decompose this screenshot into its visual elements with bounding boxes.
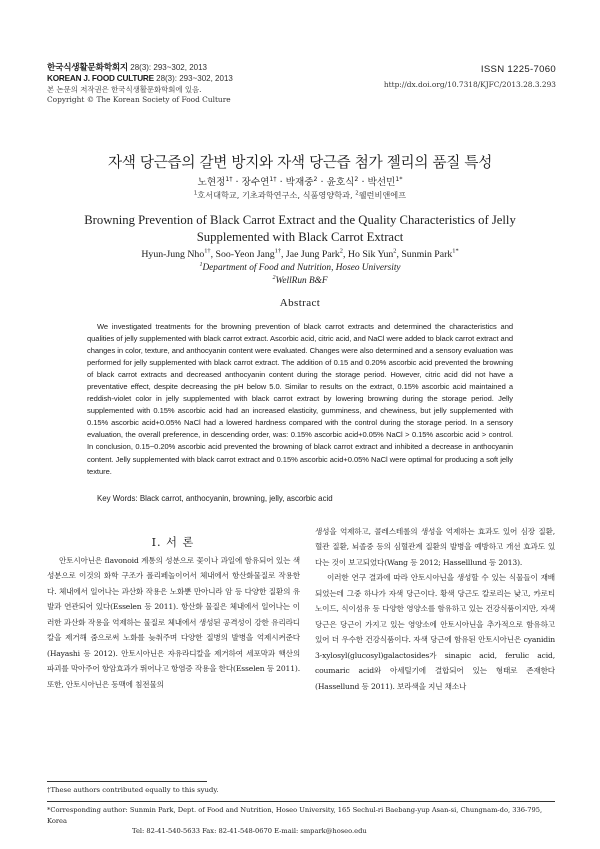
author-sep: · (276, 177, 286, 188)
intro-right-paragraph-2: 이러한 연구 결과에 따라 안토시아닌을 생성할 수 있는 식물들이 재배되었는데 그중 하나가 자색 당근이다. 황색 당근도 칼로리는 낮고, 카로티노이드, 식이섬유 등 다양한 영양소를 함유하고 있는 건강식품이지만, 자색 당근은 당근이 가지고 있는 영양소에 안토시아닌을 추가적으로 함유하고 있어 더 우수한 건강식품이다. 자색 당근에 함유된 안토시아닌은 cyanidin 3-xylosyl(glucosyl)galactosides가 sinapic acid, ferulic acid, coumaric acid와 아세틸기에 결합되어 있는 형태로 존재한다(Hassellund 등 2011). 보라색을 지닌 채소나 (315, 573, 555, 691)
author-sep: , (342, 249, 348, 260)
section-heading-introduction: I. 서 론 (151, 536, 195, 549)
journal-volume-en: 28(3): 293~302, 2013 (153, 73, 233, 83)
author-en-sup: 2 (393, 247, 397, 255)
author-en-sup: 1† (204, 247, 211, 255)
affil-en-sup: 2 (272, 274, 276, 281)
author-en: Sunmin Park (401, 249, 453, 260)
affiliation-en-1 (0, 263, 600, 273)
affil-kr-sup: 1 (193, 190, 198, 197)
affil-en-sup: 1 (199, 261, 203, 268)
author-kr-sup: 2 (313, 175, 318, 183)
affiliation-en-2 (0, 276, 600, 286)
author-sep: , (210, 249, 216, 260)
author-en-sup: 1* (452, 247, 459, 255)
author-kr: 노현정 (197, 177, 226, 188)
authors-en (0, 249, 600, 260)
issn: ISSN 1225-7060 (480, 64, 556, 75)
author-kr: 장수연 (241, 177, 270, 188)
copyright-en: Copyright © The Korean Society of Food Culture (47, 95, 231, 105)
keywords (97, 494, 333, 503)
author-en: Ho Sik Yun (347, 249, 394, 260)
author-sep: · (232, 177, 242, 188)
affil-kr-sup: 2 (355, 190, 359, 197)
journal-kr-line (47, 63, 387, 74)
corresponding-author-contact: Tel: 82-41-540-5633 Fax: 82-41-548-0670 E-mail: smpark@hoseo.edu (132, 827, 367, 835)
footnote-corresponding-author (47, 805, 557, 837)
abstract-heading: Abstract (279, 297, 321, 309)
author-en: Jae Jung Park (285, 249, 340, 260)
title-en: Browning Prevention of Black Carrot Extract and the Quality Characteristics of Jelly Supplemented with Black Carrot Extract (84, 213, 516, 245)
affil-kr-2: 웰런비앤에프 (358, 190, 407, 200)
author-kr: 박재중 (285, 177, 314, 188)
author-en: Soo-Yeon Jang (215, 249, 275, 260)
affil-en-1-text: Department of Food and Nutrition, Hoseo University (202, 263, 401, 273)
intro-right-column (315, 524, 555, 694)
author-sep: · (317, 177, 327, 188)
journal-name-en: KOREAN J. FOOD CULTURE (47, 73, 154, 83)
author-en-sup: 2 (339, 247, 343, 255)
journal-header (47, 63, 387, 106)
author-kr: 윤호식 (326, 177, 355, 188)
journal-en-line (47, 74, 387, 85)
corresponding-author-address: *Corresponding author: Sunmin Park, Dept. of Food and Nutrition, Hoseo University, 165 Sechul-ri Baebang-yup Asan-si, Chungnam-do, 336-795, Korea (47, 806, 543, 825)
author-sep: , (396, 249, 402, 260)
affiliations-kr (0, 190, 600, 201)
footnote-divider-2 (47, 801, 555, 802)
author-kr-sup: 1† (269, 175, 277, 183)
doi-link[interactable]: http://dx.doi.org/10.7318/KJFC/2013.28.3.293 (383, 80, 556, 89)
author-en-sup: 1† (274, 247, 282, 255)
footnote-equal-contribution: †These authors contributed equally to this syudy. (47, 786, 219, 794)
journal-volume-kr: 28(3): 293~302, 2013 (128, 63, 207, 72)
author-sep: , (281, 249, 286, 260)
footnote-divider (47, 781, 207, 782)
author-kr: 박선민 (367, 177, 396, 188)
intro-left-column: 안토시아닌은 flavonoid 계통의 성분으로 꽃이나 과일에 함유되어 있는 색 성분으로 이것의 화학 구조가 폴리페놀이어서 체내에서 항산화물질로 작용한다. 체내에서 일어나는 과산화 작용은 노화뿐 만아니라 암 등 다양한 질환의 유발과 연관되어 있다(Esselen 등 2011). 항산화 물질은 체내에서 일어나는 이러한 과산화 작용을 억제하는 물질로 체내에서 생성된 공격성이 강한 유리라디칼을 제거해 줌으로써 노화를 늦춰주며 다양한 질병의 발병을 억제시켜준다(Hayashi 등 2012). 안토시아닌은 자유라디칼을 제거하여 세포막과 핵산의 파괴를 막아주어 항암효과가 뛰어나고 항염증 작용을 한다(Esselen 등 2011). 또한, 안토시아닌은 동맥에 침전물의 (47, 556, 300, 689)
abstract-text: We investigated treatments for the browning prevention of black carrot extracts and determined the characteristics and qualities of jelly supplemented with black carrot extract. Ascorbic acid, citric acid, and NaCl were added to black carrot extract and changes in color, texture, and anthocyanin content were evaluated. Changes were also determined and a sensory evaluation was performed for jelly supplemented with black carrot extract. The addition of 0.15 and 0.20% ascorbic acid prevented the browning of black carrot extracts and decreased anthocyanin content during the storage period. However, citric acid did not have a preventative effect, despite decreasing the pH below 5.0. Similar to results on the extract, 0.15% ascorbic acid maintained a reddish-violet color in jelly supplemented with black carrot extract by lowering browning during the storage period. Jelly supplemented with 0.15% ascorbic acid had an increased elasticity, gumminess, and chewiness, but jelly supplemented with 0.15% ascorbic acid+0.05% NaCl had a lowered hardness compared with the control during the storage period. In a sensory evaluation, the overall preference, in descending order, was: 0.15% ascorbic acid+0.05% NaCl > 0.15% ascorbic acid > control. In conclusion, 0.15~0.20% ascorbic acid prevented the browning of black carrot extract and inhibited a decrease in anthocyanin content. Jelly supplemented with black carrot extract and 0.15% ascorbic acid+0.05% NaCl were optimal for producing a soft jelly texture. (87, 322, 513, 476)
journal-name-kr: 한국식생활문화학회지 (47, 63, 129, 73)
keywords-label: Key Words: (97, 494, 138, 503)
affil-en-2-text: WellRun B&F (275, 276, 328, 286)
intro-right-paragraph-1: 생성을 억제하고, 콜레스테롤의 생성을 억제하는 효과도 있어 심장 질환, 혈관 질환, 뇌졸중 등의 심혈관계 질환의 발병을 예방하고 개선 효과도 있다는 것이 보고되었다(Wang 등 2012; Hasselllund 등 2013). (315, 527, 555, 567)
author-kr-sup: 1* (395, 175, 403, 183)
authors-kr (0, 174, 600, 188)
copyright-kr: 본 논문의 저작권은 한국식생활문화학회에 있음. (47, 84, 202, 94)
author-en: Hyun-Jung Nho (141, 249, 205, 260)
issn-block (384, 64, 556, 89)
author-kr-sup: 1† (225, 175, 233, 183)
affil-kr-1: 호서대학교, 기초과학연구소, 식품영양학과, (197, 190, 356, 200)
author-kr-sup: 2 (354, 175, 359, 183)
title-kr: 자색 당근즙의 갈변 방지와 자색 당근즙 첨가 젤리의 품질 특성 (108, 154, 492, 171)
author-sep: · (358, 177, 368, 188)
keywords-list: Black carrot, anthocyanin, browning, jelly, ascorbic acid (137, 494, 333, 503)
